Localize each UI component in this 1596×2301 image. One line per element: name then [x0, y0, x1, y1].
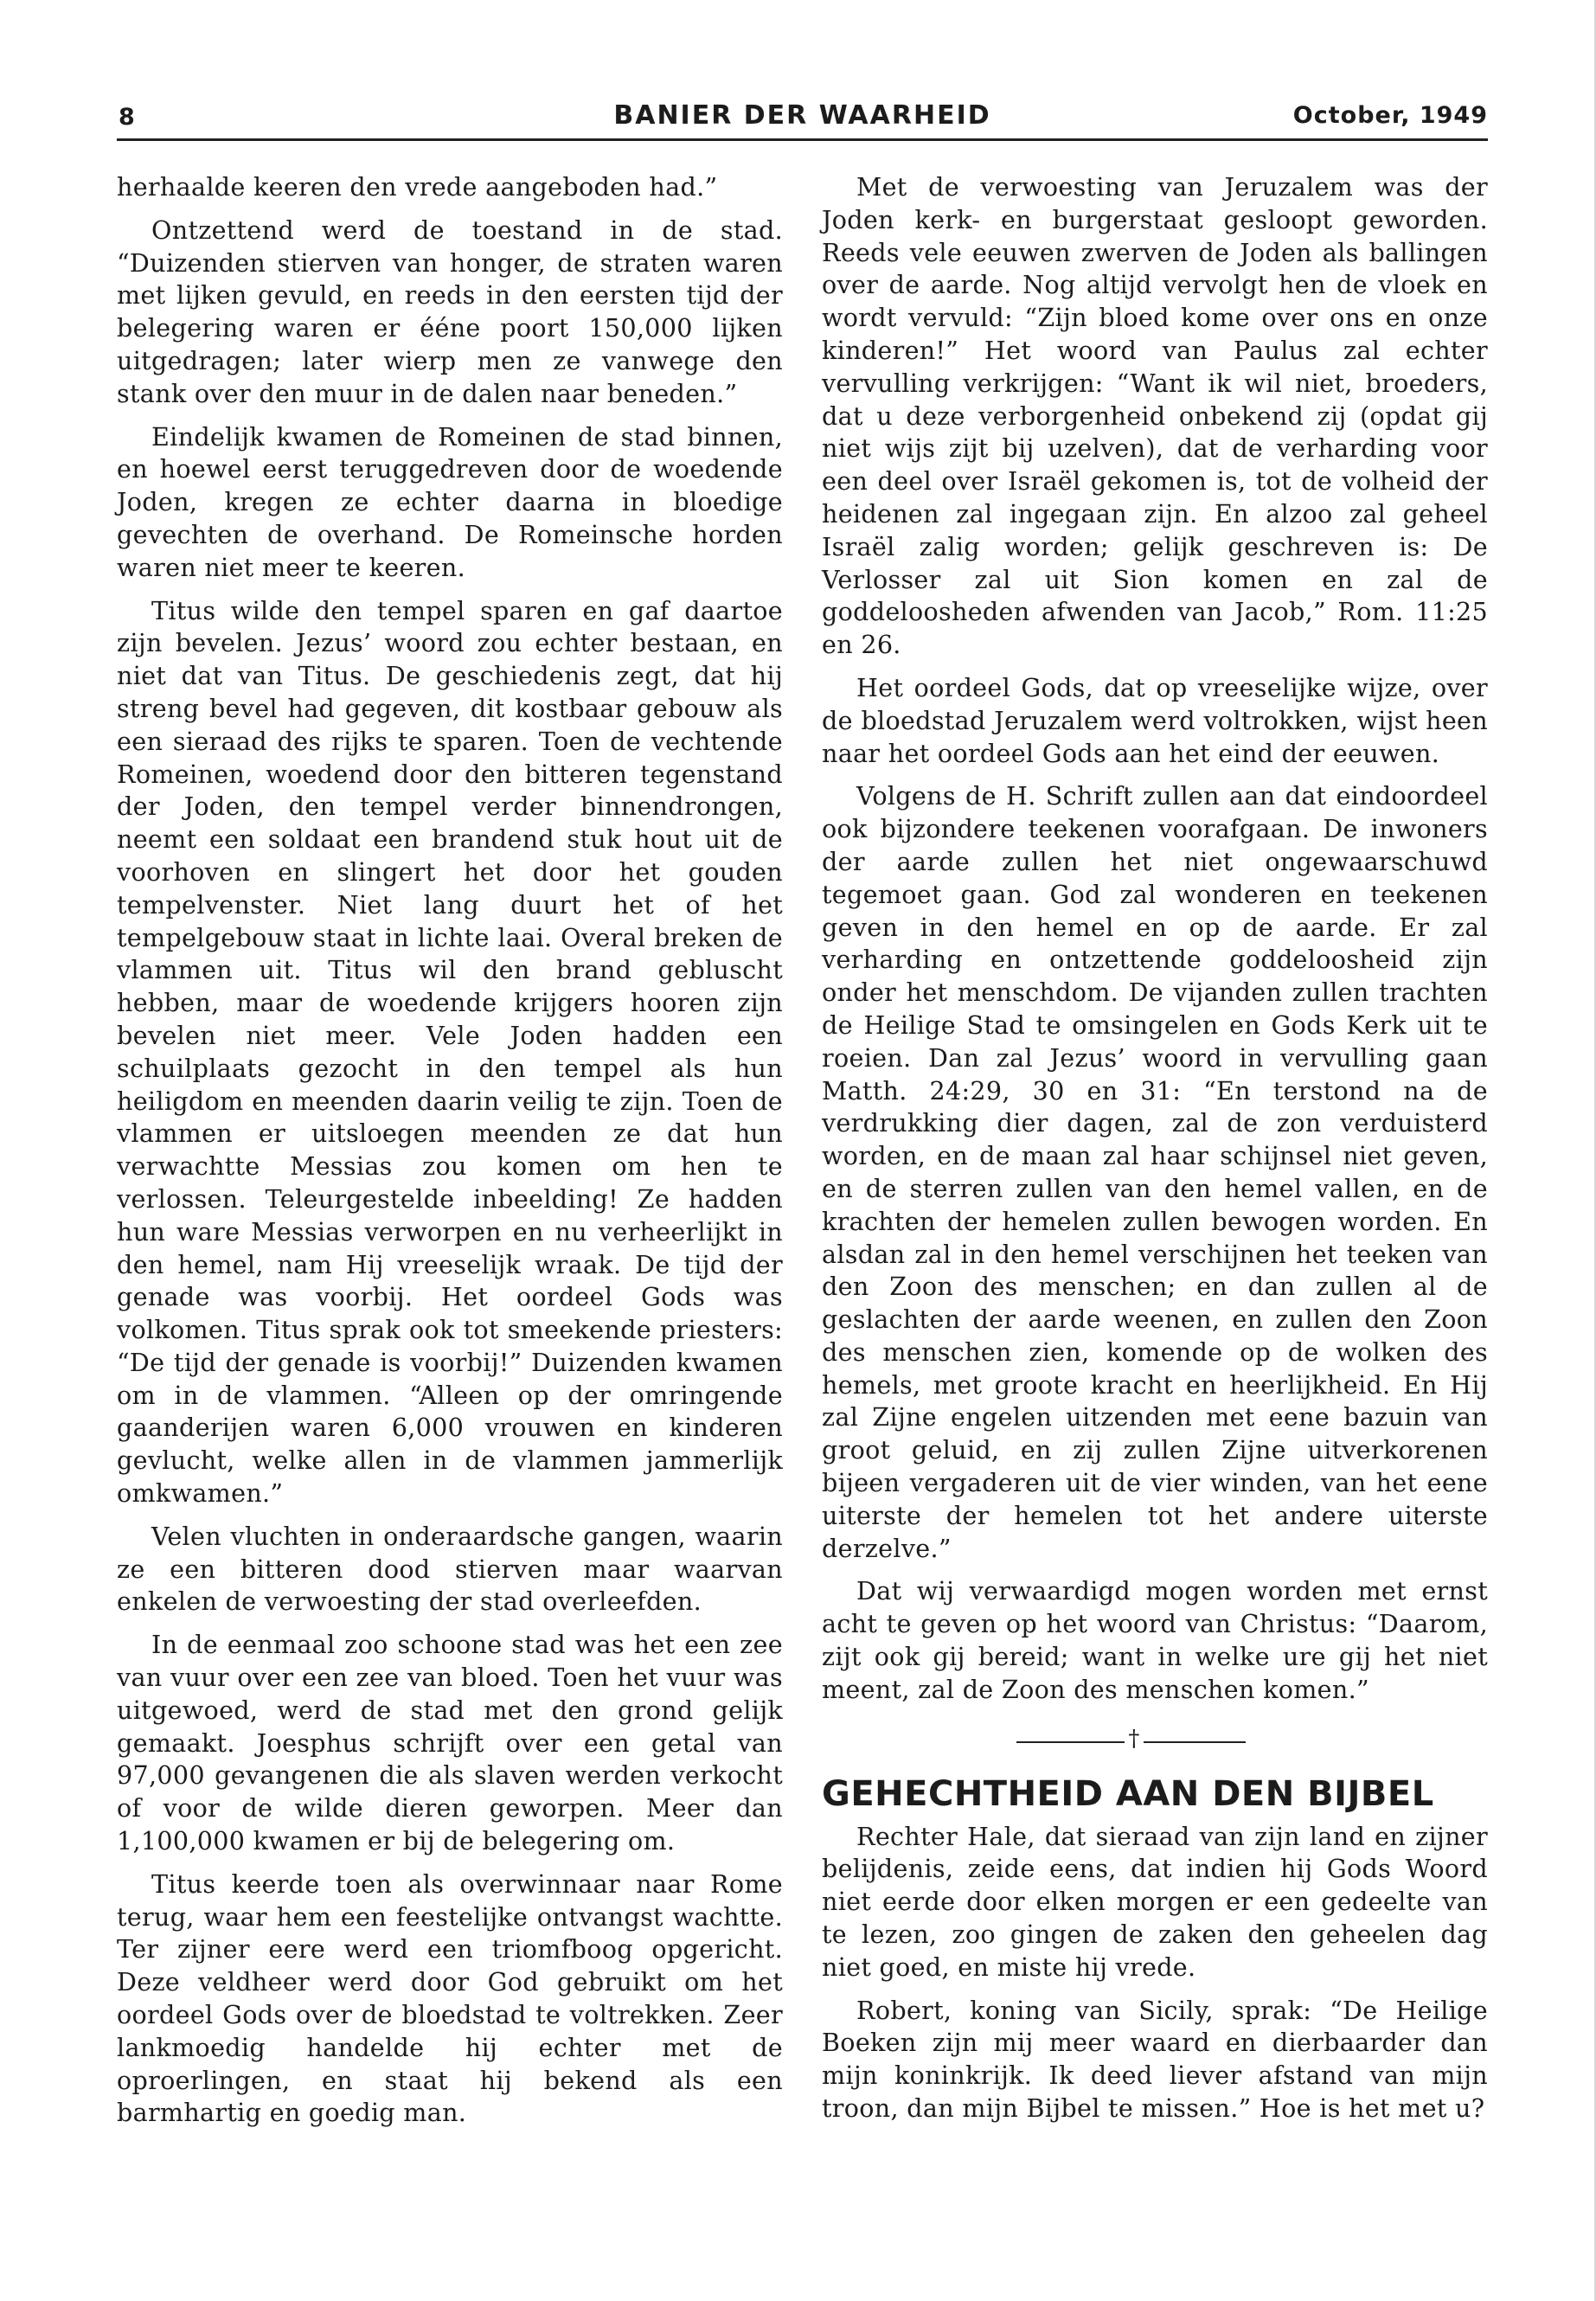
- section-title: GEHECHTHEID AAN DEN BIJBEL: [822, 1773, 1434, 1814]
- right-column: [822, 171, 1488, 2136]
- article-paragraph: Titus keerde toen als overwinnaar naar Rome terug, waar hem een feestelijke ontvangst wachtte. Ter zijner eere werd een triomfboog opgericht. Deze veldheer werd door God gebruikt om het oordeel Gods over de bloedstad te voltrekken. Zeer lankmoedig handelde hij echter met de oproerlingen, en staat hij bekend als een barmhartig en goedig man.: [117, 1868, 783, 2128]
- article-paragraph: In de eenmaal zoo schoone stad was het een zee van vuur over een zee van bloed. Toen het vuur was uitgewoed, werd de stad met den grond gelijk gemaakt. Joesphus schrijft over een getal van 97,000 gevangenen die als slaven werden verkocht of voor de wilde dieren geworpen. Meer dan 1,100,000 kwamen er bij de belegering om.: [117, 1630, 783, 1856]
- article-paragraph: Ontzettend werd de toestand in de stad. “Duizenden stierven van honger, de straten waren met lijken gevuld, en reeds in den eersten tijd der belegering waren er ééne poort 150,000 lijken uitgedragen; later wierp men ze vanwege den stank over den muur in de dalen naar beneden.”: [117, 215, 783, 408]
- article-paragraph: Velen vluchten in onderaardsche gangen, waarin ze een bitteren dood stierven maar waarvan enkelen de verwoesting der stad overleefden.: [117, 1521, 783, 1617]
- article-paragraph: Met de verwoesting van Jeruzalem was der Joden kerk- en burgerstaat gesloopt geworden. Reeds vele eeuwen zwerven de Joden als ballingen over de aarde. Nog altijd vervolgt hen de vloek en wordt vervuld: “Zijn bloed kome over ons en onze kinderen!” Het woord van Paulus zal echter vervulling verkrijgen: “Want ik wil niet, broeders, dat u deze verborgenheid onbekend zij (opdat gij niet wijs zijt bij uzelven), dat de verharding voor een deel over Israël gekomen is, tot de volheid der heidenen zal ingegaan zijn. En alzoo zal geheel Israël zalig worden; gelijk geschreven is: De Verlosser zal uit Sion komen en zal de goddeloosheden afwenden van Jacob,” Rom. 11:25 en 26.: [822, 172, 1488, 660]
- cross-icon: †: [1128, 1725, 1140, 1752]
- article-paragraph: herhaalde keeren den vrede aangeboden had.”: [117, 172, 718, 202]
- divider-rule-right: [1144, 1741, 1246, 1743]
- article-paragraph: Dat wij verwaardigd mogen worden met ernst acht te geven op het woord van Christus: “Daarom, zijt ook gij bereid; want in welke ure gij het niet meent, zal de Zoon des menschen komen.”: [822, 1576, 1488, 1704]
- article-paragraph: Het oordeel Gods, dat op vreeselijke wijze, over de bloedstad Jeruzalem werd voltrokken, wijst heen naar het oordeel Gods aan het eind der eeuwen.: [822, 672, 1488, 768]
- section-paragraph: Robert, koning van Sicily, sprak: “De Heilige Boeken zijn mij meer waard en dierbaarder dan mijn koninkrijk. Ik deed liever afstand van mijn troon, dan mijn Bijbel te missen.” Hoe is het met u?: [822, 1995, 1488, 2124]
- section-paragraph: Rechter Hale, dat sieraad van zijn land en zijner belijdenis, zeide eens, dat indien hij Gods Woord niet eerde door elken morgen er een gedeelte van te lezen, zoo gingen de zaken den geheelen dag niet goed, en miste hij vrede.: [822, 1821, 1488, 1982]
- issue-date: October, 1949: [1292, 102, 1488, 129]
- article-paragraph: Volgens de H. Schrift zullen aan dat eindoordeel ook bijzondere teekenen voorafgaan. De inwoners der aarde zullen het niet ongewaarschuwd tegemoet gaan. God zal wonderen en teekenen geven in den hemel en op de aarde. Er zal verharding en ontzettende goddeloosheid zijn onder het menschdom. De vijanden zullen trachten de Heilige Stad te omsingelen en Gods Kerk uit te roeien. Dan zal Jezus’ woord in vervulling gaan Matth. 24:29, 30 en 31: “En terstond na de verdrukking dier dagen, zal de zon verduisterd worden, en de maan zal haar schijnsel niet geven, en de sterren zullen van den hemel vallen, en de krachten der hemelen zullen bewogen worden. En alsdan zal in den hemel verschijnen het teeken van den Zoon des menschen; en dan zullen al de geslachten der aarde weenen, en zullen den Zoon des menschen zien, komende op de wolken des hemels, met groote kracht en heerlijkheid. En Hij zal Zijne engelen uitzenden met eene bazuin van groot geluid, en zij zullen Zijne uitverkorenen bijeen vergaderen uit de vier winden, van het eene uiterste der hemelen tot het andere uiterste derzelve.”: [822, 781, 1488, 1563]
- left-column: [117, 171, 783, 2140]
- article-paragraph: Titus wilde den tempel sparen en gaf daartoe zijn bevelen. Jezus’ woord zou echter bestaan, en niet dat van Titus. De geschiedenis zegt, dat hij streng bevel had gegeven, dit kostbaar gebouw als een sieraad des rijks te sparen. Toen de vechtende Romeinen, woedend door den bitteren tegenstand der Joden, den tempel verder binnendrongen, neemt een soldaat een brandend stuk hout uit de voorhoven en slingert het door het gouden tempelvenster. Niet lang duurt het of het tempelgebouw staat in lichte laai. Overal breken de vlammen uit. Titus wil den brand gebluscht hebben, maar de woedende krijgers hooren zijn bevelen niet meer. Vele Joden hadden een schuilplaats gezocht in den tempel als hun heiligdom en meenden daarin veilig te zijn. Toen de vlammen er uitsloegen meenden ze dat hun verwachtte Messias zou komen om hen te verlossen. Teleurgestelde inbeelding! Ze hadden hun ware Messias verworpen en nu verheerlijkt in den hemel, nam Hij vreeselijk wraak. De tijd der genade was voorbij. Het oordeel Gods was volkomen. Titus sprak ook tot smeekende priesters: “De tijd der genade is voorbij!” Duizenden kwamen om in de vlammen. “Alleen op der omringende gaanderijen waren 6,000 vrouwen en kinderen gevlucht, welke allen in de vlammen jammerlijk omkwamen.”: [117, 595, 783, 1509]
- running-header: [117, 97, 1488, 141]
- section-divider: [822, 1725, 1488, 1755]
- publication-title: BANIER DER WAARHEID: [613, 100, 991, 131]
- page-number: 8: [119, 104, 135, 131]
- divider-rule-left: [1016, 1741, 1125, 1743]
- article-paragraph: Eindelijk kwamen de Romeinen de stad binnen, en hoewel eerst teruggedreven door de woedende Joden, kregen ze echter daarna in bloedige gevechten de overhand. De Romeinsche horden waren niet meer te keeren.: [117, 421, 783, 582]
